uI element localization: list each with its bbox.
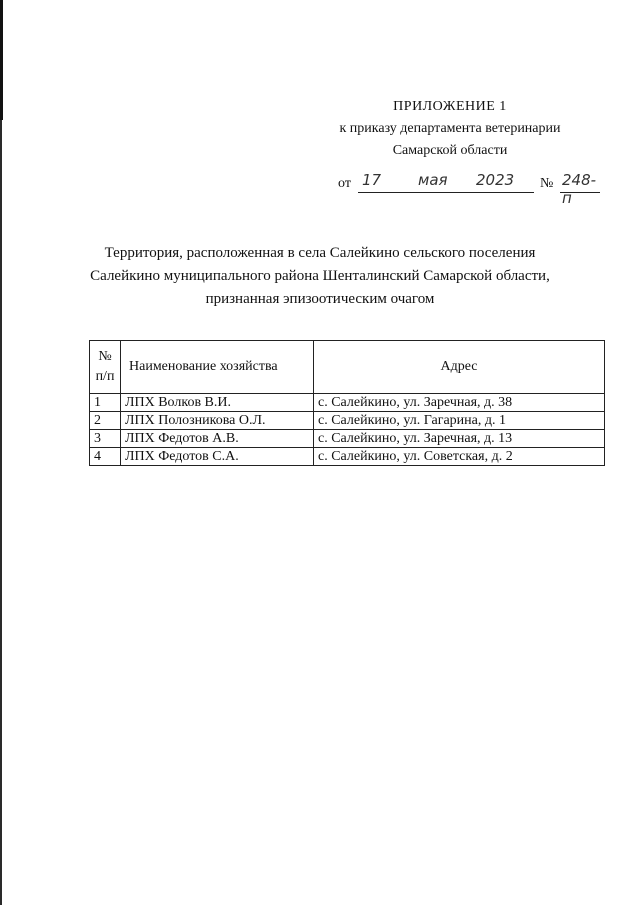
row-number: 3: [90, 430, 121, 448]
header-number-symbol: №: [98, 349, 112, 364]
order-number-value: 248-п: [562, 171, 597, 207]
table-header-row: [90, 341, 605, 394]
row-number: 2: [90, 412, 121, 430]
row-number: 4: [90, 448, 121, 466]
order-date-label: от: [338, 176, 351, 191]
table-row: [90, 448, 605, 466]
header-number-abbr: п/п: [95, 369, 115, 384]
order-number-label: №: [540, 176, 554, 191]
header-address: Адрес: [314, 341, 605, 394]
order-date-field: [358, 171, 534, 193]
order-number-field: [560, 171, 600, 207]
row-name: ЛПХ Федотов С.А.: [121, 448, 314, 466]
document-heading: [60, 242, 580, 311]
appendix-header: [300, 96, 600, 162]
heading-line-1: Территория, расположенная в села Салейкино сельского поселения: [104, 245, 536, 261]
row-name: ЛПХ Волков В.И.: [121, 394, 314, 412]
table-row: [90, 394, 605, 412]
row-address: с. Салейкино, ул. Заречная, д. 38: [314, 394, 605, 412]
households-table: [89, 340, 605, 466]
table-row: [90, 430, 605, 448]
order-reference: [338, 171, 600, 207]
header-name: Наименование хозяйства: [121, 341, 314, 394]
header-number: [90, 341, 121, 394]
row-number: 1: [90, 394, 121, 412]
appendix-line-order: к приказу департамента ветеринарии: [339, 121, 561, 136]
row-address: с. Салейкино, ул. Советская, д. 2: [314, 448, 605, 466]
heading-line-3: признанная эпизоотическим очагом: [205, 291, 435, 307]
row-address: с. Салейкино, ул. Гагарина, д. 1: [314, 412, 605, 430]
heading-line-2: Салейкино муниципального района Шенталинский Самарской области,: [90, 268, 550, 284]
order-date-month: мая: [418, 171, 448, 189]
row-address: с. Салейкино, ул. Заречная, д. 13: [314, 430, 605, 448]
scan-border-line: [0, 0, 2, 905]
scan-border-mark: [0, 0, 3, 120]
row-name: ЛПХ Полозникова О.Л.: [121, 412, 314, 430]
order-date-year: 2023: [476, 171, 515, 189]
table-row: [90, 412, 605, 430]
row-name: ЛПХ Федотов А.В.: [121, 430, 314, 448]
order-date-day: 17: [362, 171, 382, 189]
appendix-line-region: Самарской области: [392, 143, 508, 158]
appendix-title: ПРИЛОЖЕНИЕ 1: [393, 99, 507, 114]
